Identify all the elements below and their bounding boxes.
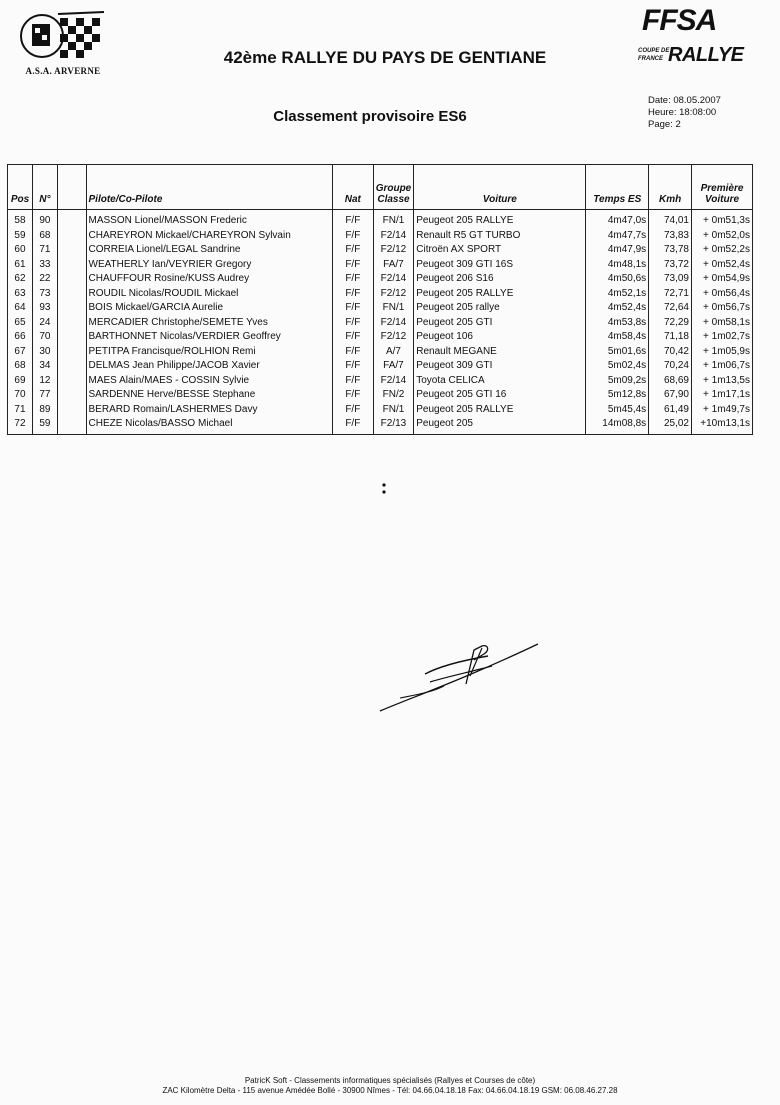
cell-class: F2/13 — [373, 417, 414, 434]
document-meta — [648, 95, 721, 131]
page-footer — [60, 1076, 720, 1096]
cell-num: 77 — [32, 388, 57, 403]
cell-kmh: 73,09 — [649, 272, 692, 287]
cell-pos: 67 — [8, 345, 33, 360]
cell-time: 4m52,4s — [586, 301, 649, 316]
cell-nat: F/F — [332, 388, 373, 403]
cell-nat: F/F — [332, 316, 373, 331]
cell-kmh: 73,72 — [649, 258, 692, 273]
cell-pos: 61 — [8, 258, 33, 273]
cell-blank — [57, 272, 86, 287]
col-blank-header — [57, 165, 86, 210]
cell-time: 4m52,1s — [586, 287, 649, 302]
table-row — [8, 210, 753, 229]
cell-num: 30 — [32, 345, 57, 360]
cell-nat: F/F — [332, 330, 373, 345]
cell-time: 5m01,6s — [586, 345, 649, 360]
cell-time: 4m53,8s — [586, 316, 649, 331]
cell-time: 5m45,4s — [586, 403, 649, 418]
cell-nat: F/F — [332, 243, 373, 258]
cell-class: FN/1 — [373, 403, 414, 418]
cell-pos: 59 — [8, 229, 33, 244]
cell-kmh: 71,18 — [649, 330, 692, 345]
cell-blank — [57, 316, 86, 331]
signature-icon — [370, 636, 550, 716]
cell-num: 22 — [32, 272, 57, 287]
cell-blank — [57, 345, 86, 360]
results-body — [8, 210, 753, 435]
col-num-header: N° — [32, 165, 57, 210]
cell-pos: 69 — [8, 374, 33, 389]
col-car-header: Voiture — [414, 165, 586, 210]
cell-blank — [57, 287, 86, 302]
cell-class: A/7 — [373, 345, 414, 360]
cell-pos: 66 — [8, 330, 33, 345]
cell-pos: 71 — [8, 403, 33, 418]
cell-num: 34 — [32, 359, 57, 374]
cell-pos: 68 — [8, 359, 33, 374]
cell-gap: + 0m56,4s — [692, 287, 753, 302]
cell-num: 12 — [32, 374, 57, 389]
ffsa-rallye-logo — [636, 4, 766, 74]
cell-car: Peugeot 205 — [414, 417, 586, 434]
cell-car: Citroën AX SPORT — [414, 243, 586, 258]
cell-pos: 63 — [8, 287, 33, 302]
cell-car: Peugeot 205 GTI — [414, 316, 586, 331]
cell-car: Peugeot 205 RALLYE — [414, 403, 586, 418]
cell-class: FA/7 — [373, 359, 414, 374]
cell-pos: 58 — [8, 210, 33, 229]
cell-blank — [57, 359, 86, 374]
cell-gap: + 1m02,7s — [692, 330, 753, 345]
cell-time: 5m12,8s — [586, 388, 649, 403]
cell-blank — [57, 388, 86, 403]
cell-gap: + 0m51,3s — [692, 210, 753, 229]
cell-class: F2/14 — [373, 316, 414, 331]
cell-num: 90 — [32, 210, 57, 229]
cell-gap: +10m13,1s — [692, 417, 753, 434]
cell-time: 4m47,9s — [586, 243, 649, 258]
cell-class: F2/14 — [373, 229, 414, 244]
page-title: 42ème RALLYE DU PAYS DE GENTIANE — [223, 48, 547, 67]
table-row — [8, 345, 753, 360]
cell-blank — [57, 374, 86, 389]
cell-car: Peugeot 106 — [414, 330, 586, 345]
cell-nat: F/F — [332, 417, 373, 434]
cell-nat: F/F — [332, 359, 373, 374]
cell-kmh: 72,29 — [649, 316, 692, 331]
cell-kmh: 73,83 — [649, 229, 692, 244]
cell-kmh: 72,71 — [649, 287, 692, 302]
cell-car: Peugeot 309 GTI 16S — [414, 258, 586, 273]
cell-num: 24 — [32, 316, 57, 331]
cell-pilot: PETITPA Francisque/ROLHION Remi — [86, 345, 332, 360]
cell-class: FN/1 — [373, 301, 414, 316]
cell-pos: 65 — [8, 316, 33, 331]
cell-pilot: CHAUFFOUR Rosine/KUSS Audrey — [86, 272, 332, 287]
cell-pos: 62 — [8, 272, 33, 287]
col-nat-header: Nat — [332, 165, 373, 210]
table-row — [8, 243, 753, 258]
cell-num: 71 — [32, 243, 57, 258]
colon-mark-icon — [380, 482, 388, 496]
checkered-flag-emblem-icon — [20, 8, 106, 64]
cell-pilot: MASSON Lionel/MASSON Frederic — [86, 210, 332, 229]
cell-pos: 64 — [8, 301, 33, 316]
cell-gap: + 0m58,1s — [692, 316, 753, 331]
cell-pilot: CHEZE Nicolas/BASSO Michael — [86, 417, 332, 434]
col-class-header: Groupe Classe — [373, 165, 414, 210]
cell-car: Renault R5 GT TURBO — [414, 229, 586, 244]
cell-pilot: CHAREYRON Mickael/CHAREYRON Sylvain — [86, 229, 332, 244]
cell-class: FA/7 — [373, 258, 414, 273]
cell-nat: F/F — [332, 258, 373, 273]
cell-nat: F/F — [332, 210, 373, 229]
cell-pilot: BARTHONNET Nicolas/VERDIER Geoffrey — [86, 330, 332, 345]
cell-gap: + 1m05,9s — [692, 345, 753, 360]
col-pilot-header: Pilote/Co-Pilote — [86, 165, 332, 210]
col-kmh-header: Kmh — [649, 165, 692, 210]
cell-blank — [57, 417, 86, 434]
cell-class: FN/1 — [373, 210, 414, 229]
cell-car: Renault MEGANE — [414, 345, 586, 360]
cell-car: Peugeot 205 rallye — [414, 301, 586, 316]
meta-page: Page: 2 — [648, 119, 681, 130]
cell-gap: + 0m52,4s — [692, 258, 753, 273]
cell-num: 70 — [32, 330, 57, 345]
cell-num: 89 — [32, 403, 57, 418]
cell-kmh: 68,69 — [649, 374, 692, 389]
table-row — [8, 301, 753, 316]
table-row — [8, 374, 753, 389]
cell-kmh: 74,01 — [649, 210, 692, 229]
cell-gap: + 0m56,7s — [692, 301, 753, 316]
cell-nat: F/F — [332, 272, 373, 287]
cell-gap: + 1m17,1s — [692, 388, 753, 403]
cell-pilot: MAES Alain/MAES - COSSIN Sylvie — [86, 374, 332, 389]
meta-time: Heure: 18:08:00 — [648, 107, 717, 118]
cell-pilot: BERARD Romain/LASHERMES Davy — [86, 403, 332, 418]
table-row — [8, 287, 753, 302]
table-row — [8, 272, 753, 287]
cell-class: F2/12 — [373, 243, 414, 258]
cell-gap: + 1m49,7s — [692, 403, 753, 418]
cell-nat: F/F — [332, 345, 373, 360]
cell-time: 4m58,4s — [586, 330, 649, 345]
cell-nat: F/F — [332, 229, 373, 244]
cell-time: 4m48,1s — [586, 258, 649, 273]
cell-gap: + 0m52,0s — [692, 229, 753, 244]
cell-pilot: MERCADIER Christophe/SEMETE Yves — [86, 316, 332, 331]
cell-blank — [57, 210, 86, 229]
cell-car: Peugeot 206 S16 — [414, 272, 586, 287]
table-row — [8, 316, 753, 331]
cell-blank — [57, 229, 86, 244]
cell-kmh: 73,78 — [649, 243, 692, 258]
cell-blank — [57, 243, 86, 258]
col-pos-header: Pos — [8, 165, 33, 210]
cell-time: 4m47,0s — [586, 210, 649, 229]
cell-gap: + 0m54,9s — [692, 272, 753, 287]
results-table — [7, 164, 753, 435]
cell-blank — [57, 258, 86, 273]
cell-num: 73 — [32, 287, 57, 302]
cell-blank — [57, 403, 86, 418]
cell-time: 5m09,2s — [586, 374, 649, 389]
asa-name: A.S.A. ARVERNE — [25, 66, 101, 76]
cell-gap: + 1m06,7s — [692, 359, 753, 374]
table-row — [8, 417, 753, 434]
cell-nat: F/F — [332, 374, 373, 389]
france-text: FRANCE — [638, 56, 663, 62]
cell-kmh: 61,49 — [649, 403, 692, 418]
cell-nat: F/F — [332, 287, 373, 302]
col-gap-header: Première Voiture — [692, 165, 753, 210]
cell-time: 5m02,4s — [586, 359, 649, 374]
cell-pos: 70 — [8, 388, 33, 403]
cell-num: 59 — [32, 417, 57, 434]
table-header-row — [8, 165, 753, 210]
table-row — [8, 330, 753, 345]
cell-pilot: WEATHERLY Ian/VEYRIER Gregory — [86, 258, 332, 273]
cell-kmh: 70,42 — [649, 345, 692, 360]
coupe-de-text: COUPE DE — [638, 48, 670, 54]
cell-pilot: SARDENNE Herve/BESSE Stephane — [86, 388, 332, 403]
cell-gap: + 1m13,5s — [692, 374, 753, 389]
cell-time: 4m50,6s — [586, 272, 649, 287]
page-subtitle: Classement provisoire ES6 — [273, 108, 467, 125]
cell-time: 4m47,7s — [586, 229, 649, 244]
cell-nat: F/F — [332, 403, 373, 418]
cell-kmh: 67,90 — [649, 388, 692, 403]
ffsa-logo-text: FFSA — [642, 4, 717, 37]
cell-car: Peugeot 205 GTI 16 — [414, 388, 586, 403]
table-row — [8, 359, 753, 374]
cell-car: Peugeot 309 GTI — [414, 359, 586, 374]
table-row — [8, 388, 753, 403]
rallye-logo-text: RALLYE — [668, 44, 744, 66]
cell-pilot: ROUDIL Nicolas/ROUDIL Mickael — [86, 287, 332, 302]
cell-class: F2/14 — [373, 374, 414, 389]
cell-car: Peugeot 205 RALLYE — [414, 287, 586, 302]
footer-line-2: ZAC Kilomètre Delta - 115 avenue Amédée Bollé - 30900 Nîmes - Tél: 04.66.04.18.18 Fax: 04.66.04.18.19 GSM: 06.08.46.27.28 — [162, 1086, 618, 1095]
cell-kmh: 72,64 — [649, 301, 692, 316]
table-row — [8, 258, 753, 273]
cell-class: F2/12 — [373, 287, 414, 302]
cell-class: F2/14 — [373, 272, 414, 287]
cell-kmh: 25,02 — [649, 417, 692, 434]
cell-num: 68 — [32, 229, 57, 244]
cell-num: 33 — [32, 258, 57, 273]
cell-car: Peugeot 205 RALLYE — [414, 210, 586, 229]
table-row — [8, 229, 753, 244]
cell-nat: F/F — [332, 301, 373, 316]
cell-gap: + 0m52,2s — [692, 243, 753, 258]
cell-num: 93 — [32, 301, 57, 316]
cell-pilot: CORREIA Lionel/LEGAL Sandrine — [86, 243, 332, 258]
cell-class: FN/2 — [373, 388, 414, 403]
cell-blank — [57, 301, 86, 316]
cell-car: Toyota CELICA — [414, 374, 586, 389]
cell-blank — [57, 330, 86, 345]
table-row — [8, 403, 753, 418]
footer-line-1: PatricK Soft - Classements informatiques spécialisés (Rallyes et Courses de côte) — [244, 1076, 536, 1085]
col-time-header: Temps ES — [586, 165, 649, 210]
cell-pilot: DELMAS Jean Philippe/JACOB Xavier — [86, 359, 332, 374]
cell-pilot: BOIS Mickael/GARCIA Aurelie — [86, 301, 332, 316]
asa-arverne-logo — [18, 6, 108, 76]
cell-pos: 72 — [8, 417, 33, 434]
cell-time: 14m08,8s — [586, 417, 649, 434]
meta-date: Date: 08.05.2007 — [648, 95, 721, 106]
cell-class: F2/12 — [373, 330, 414, 345]
cell-pos: 60 — [8, 243, 33, 258]
cell-kmh: 70,24 — [649, 359, 692, 374]
